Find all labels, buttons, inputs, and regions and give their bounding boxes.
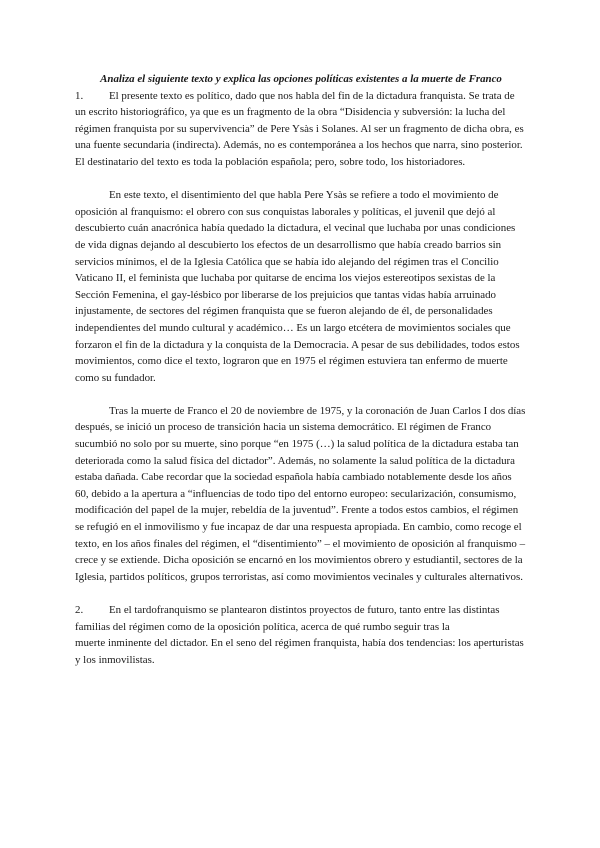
document-title: Analiza el siguiente texto y explica las opciones políticas existentes a la muerte de Franco: [100, 73, 502, 85]
section-2-number: 2.: [75, 604, 84, 616]
section-1-paragraph-3: Tras la muerte de Franco el 20 de noviembre de 1975, y la coronación de Juan Carlos I dos días después, se inició un proceso de transición hacia un sistema democrático. El régimen de Franco sucumbió no solo por su muerte, sino porque “en 1975 (…) la salud política de la dictadura estaba tan deteriorada como la salud física del dictador”. Además, no solamente la salud política de la dictadura estaba dañada. Cabe recordar que la sociedad española había cambiado notablemente desde los años 60, debido a la apertura a “influencias de todo tipo del entorno europeo: secularización, consumismo, modificación del papel de la mujer, rebeldía de la juventud”. Frente a todos estos cambios, el régimen se refugió en el inmovilismo y fue incapaz de dar una respuesta apropiada. En cambio, como recoge el texto, en los años finales del régimen, el “disentimiento” – el movimiento de oposición al franquismo – crece y se extiende. Dicha oposición se encarnó en los movimientos obrero y estudiantil, sectores de la Iglesia, partidos políticos, grupos terroristas, así como movimientos vecinales y culturales alternativos.: [75, 404, 526, 583]
section-1-paragraph-1: [75, 88, 527, 171]
section-1-paragraph-2: En este texto, el disentimiento del que habla Pere Ysàs se refiere a todo el movimiento de oposición al franquismo: el obrero con sus conquistas laborales y políticas, el juvenil que dejó al descubierto cuán anacrónica había quedado la dictadura, el vecinal que luchaba por unas condiciones de vida dignas dejando al descubierto los efectos de un desarrollismo que había creado barrios sin servicios mínimos, el de la Iglesia Católica que se había ido alejando del régimen tras el Concilio Vaticano II, el feminista que luchaba por quitarse de encima los viejos estereotipos sexistas de la Sección Femenina, el gay-lésbico por liberarse de los prejuicios que tantas vidas había arruinado injustamente, de sectores del régimen franquista que se fueron alejando de él, de personalidades independientes del mundo cultural y académico… Es un largo etcétera de movimientos sociales que forzaron el fin de la dictadura y la conquista de la Democracia. A pesar de sus debilidades, todos estos movimientos, como dice el texto, lograron que en 1975 el régimen estuviera tan enfermo de muerte como su fundador.: [75, 189, 520, 384]
section-1-number: 1.: [75, 89, 84, 102]
section-1-paragraph-1-text: El presente texto es político, dado que nos habla del fin de la dictadura franquista. Se trata de un escrito historiográfico, ya que es un fragmento de la obra “Disidencia y subversión: la lucha del régimen franquista por su supervivencia” de Pere Ysàs i Solanes. Al ser un fragmento de dicha obra, es una fuente secundaria (indirecta). Además, no es contemporánea a los hechos que narra, sino posterior. El destinatario del texto es toda la población española; pero, sobre todo, los historiadores.: [75, 89, 524, 168]
paragraph-spacer: [75, 171, 527, 188]
paragraph-spacer: [75, 386, 527, 403]
section-2-paragraph-1-text: En el tardofranquismo se plantearon distintos proyectos de futuro, tanto entre las distintas familias del régimen como de la oposición política, acerca de qué rumbo seguir tras la: [75, 604, 500, 633]
document-page: [75, 71, 527, 668]
section-2-paragraph-1: [75, 602, 527, 635]
paragraph-spacer: [75, 585, 527, 602]
section-2-paragraph-2: muerte inminente del dictador. En el seno del régimen franquista, había dos tendencias: los aperturistas y los inmovilistas.: [75, 637, 524, 666]
